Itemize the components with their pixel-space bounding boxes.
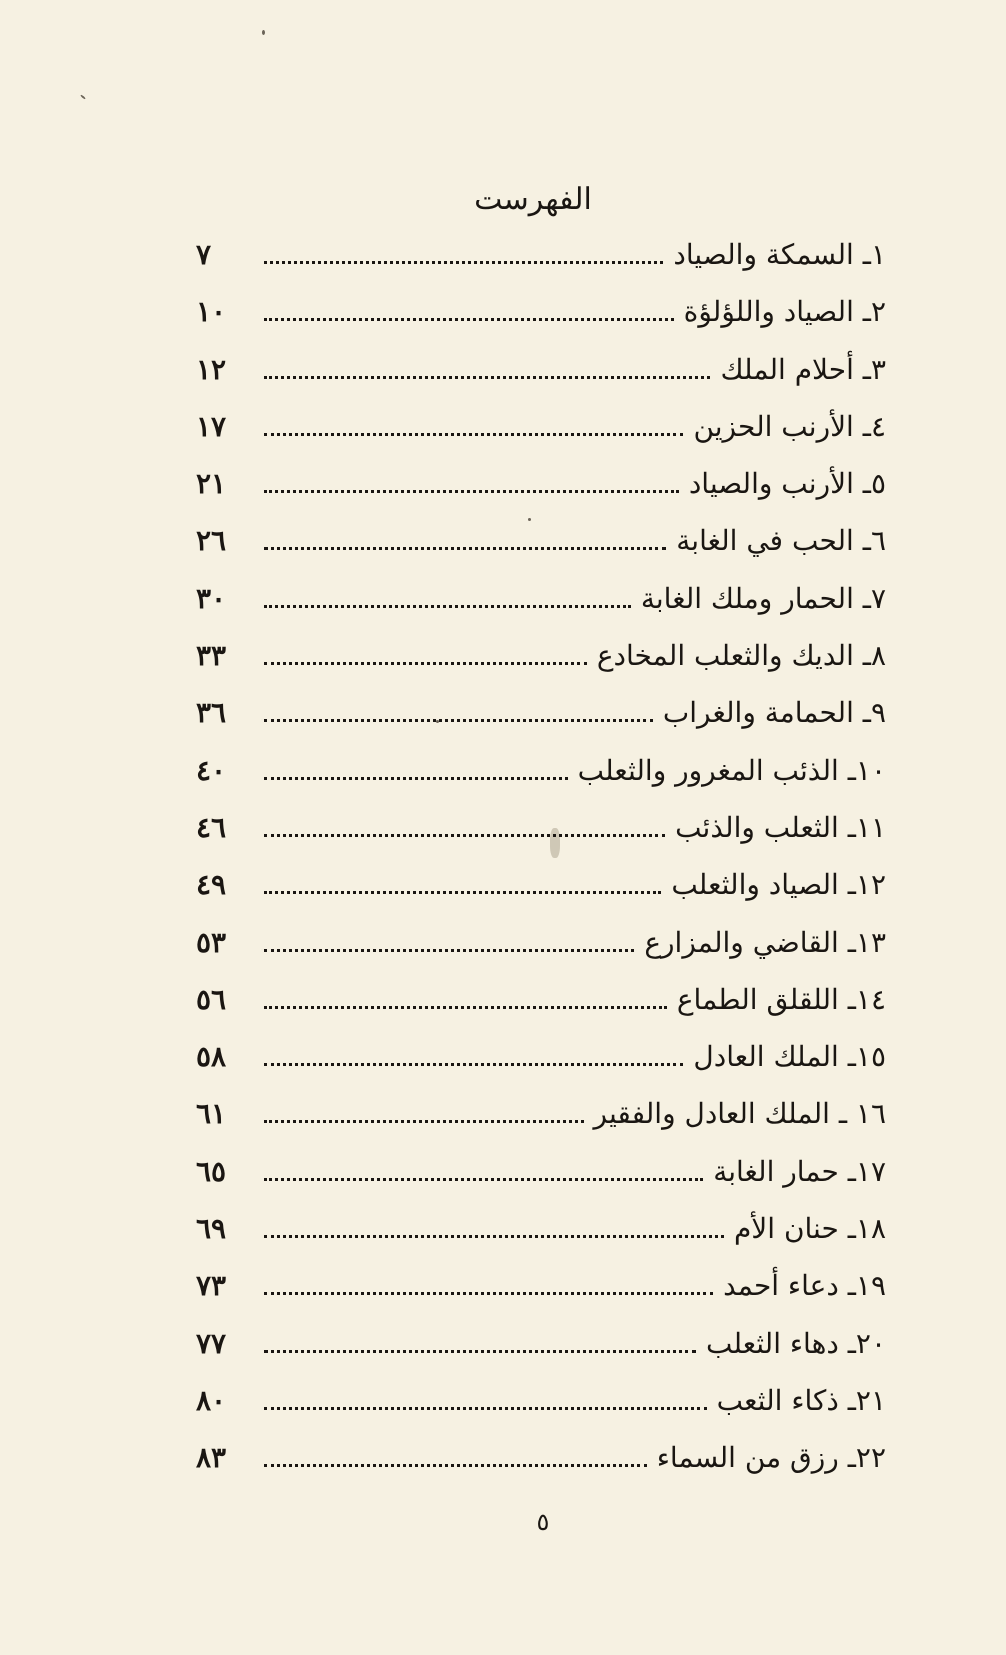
toc-entry-page: ٢١ [196, 467, 227, 501]
page-title: الفهرست [474, 182, 592, 217]
toc-entry-title: ١٠ـ الذئب المغرور والثعلب [577, 753, 886, 787]
toc-entry-page: ٥٨ [196, 1040, 227, 1074]
toc-entry-page: ٣٣ [196, 639, 227, 673]
toc-entry-title: ١٣ـ القاضي والمزارع [644, 925, 886, 959]
toc-entry-page: ٢٦ [196, 524, 227, 558]
toc-entry[interactable] [196, 1269, 886, 1326]
dot-leader [264, 546, 666, 550]
dot-leader [264, 1062, 683, 1066]
toc-entry-title: ٦ـ الحب في الغابة [676, 524, 886, 558]
dot-leader [264, 1119, 584, 1123]
toc-entry-title: ١٦ ـ الملك العادل والفقير [593, 1097, 886, 1131]
toc-entry-page: ٦١ [196, 1097, 227, 1131]
toc-entry-title: ٢ـ الصياد واللؤلؤة [683, 295, 886, 329]
toc-entry-page: ٤٠ [196, 753, 227, 787]
toc-entry[interactable] [196, 238, 886, 295]
toc-entry[interactable] [196, 983, 886, 1040]
toc-entry[interactable] [196, 467, 886, 524]
dot-leader [264, 1005, 667, 1009]
toc-entry-page: ٨٠ [196, 1383, 227, 1417]
toc-entry-page: ٤٦ [196, 810, 227, 844]
toc-entry-title: ١٢ـ الصياد والثعلب [671, 868, 886, 902]
toc-entry[interactable] [196, 754, 886, 811]
toc-entry-title: ١١ـ الثعلب والذئب [675, 810, 886, 844]
toc-entry-title: ١٧ـ حمار الغابة [713, 1154, 886, 1188]
dot-leader [264, 1349, 696, 1353]
toc-entry-page: ٦٩ [196, 1212, 227, 1246]
dot-leader [264, 1234, 724, 1238]
toc-entry-title: ٢١ـ ذكاء الثعب [716, 1383, 886, 1417]
toc-entry-page: ٤٩ [196, 868, 227, 902]
toc-entry-page: ٥٣ [196, 925, 227, 959]
toc-entry-page: ٦٥ [196, 1154, 227, 1188]
toc-entry[interactable] [196, 1212, 886, 1269]
toc-entry-page: ١٧ [196, 409, 227, 443]
dot-leader [264, 604, 631, 608]
dot-leader [264, 1177, 703, 1181]
toc-entry[interactable] [196, 811, 886, 868]
toc-entry-page: ١٢ [196, 352, 227, 386]
toc-entry-title: ٢٢ـ رزق من السماء [656, 1441, 886, 1475]
toc-entry-page: ١٠ [196, 295, 227, 329]
table-of-contents [196, 238, 886, 1499]
toc-entry-page: ٣٦ [196, 696, 227, 730]
dot-leader [264, 260, 663, 264]
toc-entry-title: ٧ـ الحمار وملك الغابة [640, 581, 886, 615]
toc-entry-title: ١٥ـ الملك العادل [693, 1040, 886, 1074]
dot-leader [264, 489, 679, 493]
paper-speck [262, 30, 265, 35]
toc-entry[interactable] [196, 353, 886, 410]
toc-entry[interactable] [196, 926, 886, 983]
toc-entry-title: ٥ـ الأرنب والصياد [688, 467, 886, 501]
toc-entry[interactable] [196, 639, 886, 696]
toc-entry[interactable] [196, 410, 886, 467]
toc-entry[interactable] [196, 1155, 886, 1212]
toc-entry[interactable] [196, 582, 886, 639]
dot-leader [264, 317, 674, 321]
toc-entry-page: ٥٦ [196, 982, 227, 1016]
toc-entry-title: ٣ـ أحلام الملك [720, 352, 886, 386]
dot-leader [264, 718, 653, 722]
dot-leader [264, 432, 683, 436]
toc-entry[interactable] [196, 1040, 886, 1097]
toc-entry-page: ٧٣ [196, 1269, 227, 1303]
toc-entry-page: ٧ [196, 238, 212, 271]
dot-leader [264, 833, 665, 837]
toc-entry[interactable] [196, 1097, 886, 1154]
toc-entry-title: ٨ـ الديك والثعلب المخادع [596, 639, 886, 673]
toc-entry-page: ٨٣ [196, 1441, 227, 1475]
toc-entry-title: ١٨ـ حنان الأم [733, 1212, 886, 1246]
toc-entry[interactable] [196, 1384, 886, 1441]
paper-speck [80, 94, 86, 99]
toc-entry[interactable] [196, 1441, 886, 1498]
toc-entry[interactable] [196, 295, 886, 352]
toc-entry-title: ٩ـ الحمامة والغراب [662, 696, 886, 730]
toc-entry[interactable] [196, 696, 886, 753]
dot-leader [264, 1406, 707, 1410]
dot-leader [264, 375, 710, 379]
toc-entry[interactable] [196, 524, 886, 581]
toc-entry-title: ١ـ السمكة والصياد [673, 238, 886, 271]
dot-leader [264, 890, 661, 894]
toc-entry-title: ٤ـ الأرنب الحزين [693, 409, 886, 443]
dot-leader [264, 948, 634, 952]
toc-entry-title: ١٩ـ دعاء أحمد [723, 1269, 886, 1303]
toc-entry-title: ٢٠ـ دهاء الثعلب [705, 1326, 886, 1360]
dot-leader [264, 1463, 647, 1467]
toc-entry-page: ٧٧ [196, 1326, 227, 1360]
toc-entry-page: ٣٠ [196, 581, 227, 615]
dot-leader [264, 661, 587, 665]
page-number: ٥ [536, 1508, 550, 1536]
dot-leader [264, 776, 568, 780]
toc-entry-title: ١٤ـ اللقلق الطماع [676, 982, 886, 1016]
toc-entry[interactable] [196, 868, 886, 925]
dot-leader [264, 1291, 713, 1295]
toc-entry[interactable] [196, 1327, 886, 1384]
